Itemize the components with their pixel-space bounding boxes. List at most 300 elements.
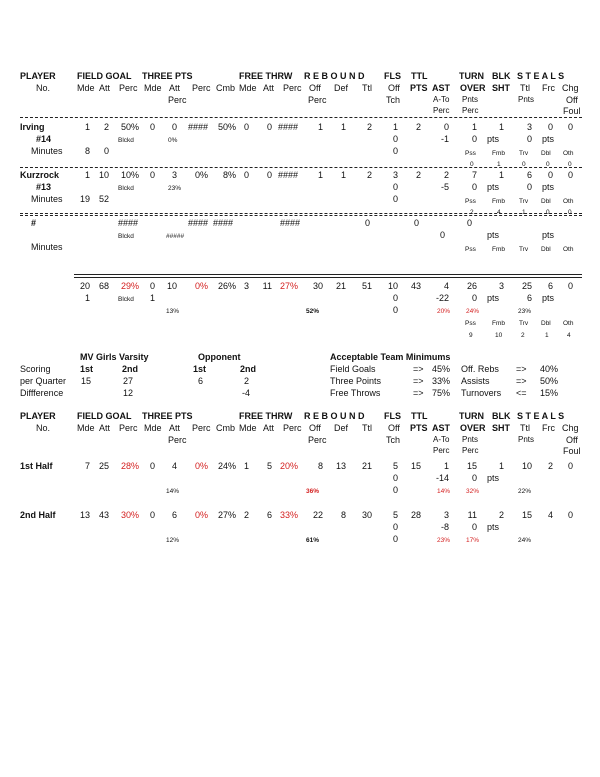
stat-cell: 10 [98, 170, 109, 180]
col-pnts: Pnts [518, 435, 535, 444]
player-number: # [31, 218, 37, 228]
col-att: Att [263, 423, 275, 433]
stat-cell: 27% [279, 281, 298, 291]
stat-cell: 30 [312, 281, 323, 291]
col-mde: Mde [144, 83, 162, 93]
stat-cell: 2 [103, 122, 109, 132]
stat-cell: Three Points [330, 376, 382, 386]
three-pts-header: THREE PTS [142, 411, 193, 421]
stat-cell: 28% [120, 461, 139, 471]
col-ttl: Ttl [520, 423, 530, 433]
stat-cell: 3 [392, 170, 398, 180]
stat-cell: 0 [392, 293, 398, 303]
col-mde: Mde [77, 423, 95, 433]
col-no: No. [36, 423, 51, 433]
player-name: Kurzrock [20, 170, 60, 180]
pq-value: 2 [244, 376, 250, 386]
stat-cell: Dbl [541, 320, 551, 327]
stat-cell: 0 [467, 218, 473, 228]
stat-cell: 3 [498, 281, 504, 291]
scoring-label: per Quarter [20, 376, 67, 386]
stat-cell: 36% [306, 488, 320, 495]
stat-cell: Blckd [118, 233, 134, 240]
stat-cell: 15 [410, 461, 421, 471]
stat-cell: 0 [149, 170, 155, 180]
stat-cell: 45% [432, 364, 451, 374]
stat-cell: 52% [306, 308, 320, 315]
stat-cell: 0 [567, 281, 573, 291]
stat-cell: 22% [518, 488, 532, 495]
stat-cell: 0 [471, 522, 477, 532]
stat-cell: 15 [466, 461, 477, 471]
stat-cell: 51 [361, 281, 372, 291]
col-foul: Foul [563, 106, 581, 116]
rebound-header: R E B O U N D [304, 71, 365, 81]
stat-cell: 5 [266, 461, 272, 471]
col-off: Off [388, 423, 400, 433]
stat-cell: 0 [471, 473, 477, 483]
stat-cell: 2 [443, 170, 449, 180]
col-mde: Mde [239, 423, 257, 433]
field-goal-header: FIELD GOAL [77, 71, 132, 81]
minimums-title: Acceptable Team Minimums [330, 352, 451, 362]
col-off: Off [309, 423, 321, 433]
col-tch: Tch [386, 435, 401, 445]
col-pnts: Pnts [462, 435, 479, 444]
col-perc: Perc [283, 83, 302, 93]
stat-cell: pts [487, 473, 500, 483]
stat-cell: => [516, 364, 527, 374]
blk-header: BLK [492, 71, 511, 81]
stat-cell: 2 [521, 332, 525, 339]
stat-cell: -5 [440, 182, 449, 192]
stat-cell: 40% [540, 364, 559, 374]
stat-cell: 4 [567, 332, 571, 339]
stat-cell: 0 [470, 161, 474, 168]
stat-cell: Dbl [541, 246, 551, 253]
col-perc: Perc [433, 446, 450, 455]
stat-cell: 27% [217, 510, 236, 520]
stat-cell: 0 [568, 209, 572, 216]
stat-cell: => [413, 364, 424, 374]
stat-cell: 9 [469, 332, 473, 339]
col-tch: Tch [386, 95, 401, 105]
stat-cell: #### [277, 170, 298, 180]
minutes-label: Minutes [31, 242, 63, 252]
col-over: OVER [460, 423, 486, 433]
stat-cell: 1 [149, 293, 155, 303]
stat-cell: 0 [243, 170, 249, 180]
stat-cell: 17% [466, 537, 480, 544]
stat-cell: 23% [437, 537, 451, 544]
col-att: Att [99, 83, 111, 93]
stat-cell: 0% [194, 510, 208, 520]
col-sht: SHT [492, 423, 510, 433]
stat-cell: 0 [547, 170, 553, 180]
diff-value: 12 [123, 388, 134, 398]
free-thrw-header: FREE THRW [239, 71, 293, 81]
stat-cell: 15 [521, 510, 532, 520]
col-a-to: A-To [433, 95, 450, 104]
stat-cell: 3 [243, 281, 249, 291]
col-perc: Perc [192, 423, 211, 433]
stat-cell: 43 [410, 281, 421, 291]
stat-cell: 13% [166, 308, 180, 315]
stat-cell: 28 [410, 510, 421, 520]
opponent-title: Opponent [198, 352, 241, 362]
stat-cell: 0 [546, 209, 550, 216]
col-frc: Frc [542, 423, 555, 433]
col-mde: Mde [144, 423, 162, 433]
stat-cell: 33% [279, 510, 298, 520]
stat-cell: 0 [440, 230, 446, 240]
stat-cell: 0 [546, 161, 550, 168]
stat-cell: Blckd [118, 296, 134, 303]
stat-cell: 0 [471, 293, 477, 303]
fls-header: FLS [384, 411, 401, 421]
stat-cell: 7 [471, 170, 477, 180]
stat-cell: Fmb [492, 150, 505, 157]
stat-cell: 4 [171, 461, 177, 471]
stat-cell: 0 [471, 182, 477, 192]
minutes-label: Minutes [31, 146, 63, 156]
stat-cell: pts [487, 293, 500, 303]
stat-cell: 8 [84, 146, 90, 156]
stat-cell: 6 [266, 510, 272, 520]
stat-cell: 0 [103, 146, 109, 156]
stat-cell: pts [542, 230, 555, 240]
field-goal-header: FIELD GOAL [77, 411, 132, 421]
stat-cell: 0 [392, 182, 398, 192]
q-header: 2nd [240, 364, 257, 374]
col-a-to: A-To [433, 435, 450, 444]
turn-header: TURN [459, 71, 484, 81]
col-att: Att [169, 423, 181, 433]
stat-cell: 2 [366, 170, 372, 180]
col-chg: Chg [562, 423, 579, 433]
stat-cell: 0 [568, 161, 572, 168]
stat-cell: <= [516, 388, 527, 398]
stat-cell: Pss [465, 150, 476, 157]
stat-cell: 0 [392, 485, 398, 495]
stat-cell: 0 [392, 305, 398, 315]
player-header: PLAYER [20, 71, 56, 81]
stat-cell: Oth [563, 150, 574, 157]
stat-cell: pts [487, 230, 500, 240]
stat-cell: 21 [361, 461, 372, 471]
stat-cell: 0% [194, 170, 208, 180]
stat-cell: Fmb [492, 246, 505, 253]
stat-cell: 26 [466, 281, 477, 291]
col-ttl: Ttl [362, 423, 372, 433]
stat-cell: 23% [518, 308, 532, 315]
stat-cell: pts [487, 134, 500, 144]
stat-cell: Trv [519, 198, 529, 205]
stat-cell: 8 [317, 461, 323, 471]
stat-cell: Field Goals [330, 364, 376, 374]
stat-cell: #### [187, 122, 208, 132]
col-pts: PTS [410, 83, 428, 93]
q-header: 1st [80, 364, 94, 374]
stat-cell: 6 [171, 510, 177, 520]
stat-cell: 6 [526, 293, 532, 303]
stat-cell: 1 [498, 461, 504, 471]
stat-cell: 33% [432, 376, 451, 386]
col-pnts: Pnts [518, 95, 535, 104]
half-label: 1st Half [20, 461, 53, 471]
stat-cell: 22 [312, 510, 323, 520]
col-mde: Mde [77, 83, 95, 93]
stat-cell: 10 [495, 332, 503, 339]
stat-cell: 0 [149, 461, 155, 471]
stat-cell: -1 [440, 134, 449, 144]
col-att: Att [99, 423, 111, 433]
pq-value: 27 [123, 376, 134, 386]
stat-cell: 0% [194, 461, 208, 471]
stat-cell: #### [277, 122, 298, 132]
stat-cell: 15% [540, 388, 559, 398]
stat-cell: 1 [243, 461, 249, 471]
stat-cell: 0% [168, 137, 178, 144]
stat-cell: Fmb [492, 198, 505, 205]
stat-cell: 5 [392, 510, 398, 520]
half-label: 2nd Half [20, 510, 56, 520]
stat-cell: 0 [266, 122, 272, 132]
three-pts-header: THREE PTS [142, 71, 193, 81]
stat-cell: 1 [340, 122, 346, 132]
col-ast: AST [432, 423, 450, 433]
turn-header: TURN [459, 411, 484, 421]
stat-cell: 1 [340, 170, 346, 180]
stat-cell: 21 [335, 281, 346, 291]
col-foul: Foul [563, 446, 581, 456]
stat-cell: 30% [120, 510, 139, 520]
stat-cell: 0 [243, 122, 249, 132]
stat-cell: 0 [567, 122, 573, 132]
stat-cell: 2 [498, 510, 504, 520]
stat-cell: 20% [437, 308, 451, 315]
col-ttl: Ttl [520, 83, 530, 93]
stat-cell: 8% [222, 170, 236, 180]
stat-cell: #### [118, 218, 139, 228]
col-att-perc: Perc [168, 95, 187, 105]
stat-cell: 25 [98, 461, 109, 471]
pq-value: 15 [81, 376, 92, 386]
col-cmb: Cmb [216, 423, 236, 433]
fls-header: FLS [384, 71, 401, 81]
stat-cell: 6 [526, 170, 532, 180]
stat-cell: 68 [98, 281, 109, 291]
divider [20, 167, 582, 168]
stat-cell: 0 [149, 281, 155, 291]
stat-cell: 10 [387, 281, 398, 291]
diff-value: -4 [242, 388, 251, 398]
stat-cell: 1 [84, 293, 90, 303]
stat-cell: 1 [471, 122, 477, 132]
totals-rule [74, 277, 582, 278]
stat-cell: 1 [498, 122, 504, 132]
stat-cell: -8 [440, 522, 449, 532]
stat-cell: 10% [120, 170, 139, 180]
stat-cell: 8 [340, 510, 346, 520]
stat-cell: 20% [279, 461, 298, 471]
col-perc: Perc [462, 446, 479, 455]
stat-cell: 0 [522, 161, 526, 168]
stat-cell: 0 [392, 146, 398, 156]
stat-cell: #### [280, 218, 301, 228]
stat-cell: 23% [168, 185, 182, 192]
stat-cell: ##### [166, 233, 185, 240]
col-off-perc: Perc [308, 435, 327, 445]
steals-header: S T E A L S [517, 411, 565, 421]
stat-cell: 24% [217, 461, 236, 471]
col-att: Att [263, 83, 275, 93]
stat-cell: 1 [84, 122, 90, 132]
stat-cell: 4 [547, 510, 553, 520]
stat-cell: 0 [392, 534, 398, 544]
stat-cell: pts [542, 182, 555, 192]
col-ttl: Ttl [362, 83, 372, 93]
stat-cell: 0 [392, 473, 398, 483]
stat-cell: 0 [443, 122, 449, 132]
stat-cell: 0 [392, 134, 398, 144]
stat-cell: 25 [521, 281, 532, 291]
stat-cell: #### [213, 218, 234, 228]
rebound-header: R E B O U N D [304, 411, 365, 421]
col-chg: Chg [562, 83, 579, 93]
stat-cell: 0 [392, 194, 398, 204]
stat-cell: 2 [470, 209, 474, 216]
q-header: 1st [193, 364, 207, 374]
stat-cell: 50% [540, 376, 559, 386]
stat-cell: 0 [414, 218, 420, 228]
stat-cell: -14 [435, 473, 449, 483]
stat-cell: Pss [465, 198, 476, 205]
stat-cell: Blckd [118, 185, 134, 192]
stat-cell: 10 [166, 281, 177, 291]
stat-cell: Blckd [118, 137, 134, 144]
steals-header: S T E A L S [517, 71, 565, 81]
player-header: PLAYER [20, 411, 56, 421]
col-sht: SHT [492, 83, 510, 93]
stat-cell: 24% [518, 537, 532, 544]
stat-cell: Pss [465, 246, 476, 253]
col-def: Def [334, 83, 349, 93]
stat-cell: 0 [567, 170, 573, 180]
stat-cell: 5 [392, 461, 398, 471]
stat-cell: 2 [415, 122, 421, 132]
stat-cell: Oth [563, 198, 574, 205]
stat-cell: Fmb [492, 320, 505, 327]
col-perc: Perc [433, 106, 450, 115]
stat-cell: 2 [243, 510, 249, 520]
stat-cell: Trv [519, 246, 529, 253]
stat-cell: pts [542, 134, 555, 144]
player-name: Irving [20, 122, 45, 132]
col-over: OVER [460, 83, 486, 93]
stat-cell: 1 [497, 161, 501, 168]
stat-cell: Dbl [541, 150, 551, 157]
stat-cell: Off. Rebs [461, 364, 499, 374]
team-title: MV Girls Varsity [80, 352, 149, 362]
stat-cell: 19 [79, 194, 90, 204]
divider [20, 213, 582, 214]
stat-cell: 0 [567, 510, 573, 520]
stat-cell: 24% [466, 308, 480, 315]
stat-cell: 52 [98, 194, 109, 204]
free-thrw-header: FREE THRW [239, 411, 293, 421]
stat-cell: Pss [465, 320, 476, 327]
stat-cell: 0 [526, 182, 532, 192]
stat-cell: 75% [432, 388, 451, 398]
stat-cell: 0 [171, 122, 177, 132]
stat-cell: 0 [567, 461, 573, 471]
col-mde: Mde [239, 83, 257, 93]
stat-cell: 1 [392, 122, 398, 132]
stat-cell: 11 [262, 281, 272, 291]
col-perc: Perc [462, 106, 479, 115]
col-off-perc: Perc [308, 95, 327, 105]
scoring-label: Scoring [20, 364, 51, 374]
stat-cell: Dbl [541, 198, 551, 205]
stat-cell: 20 [79, 281, 90, 291]
stat-cell: 11 [467, 510, 477, 520]
col-att: Att [169, 83, 181, 93]
pq-value: 6 [198, 376, 204, 386]
player-number: #14 [36, 134, 52, 144]
stat-cell: 50% [217, 122, 236, 132]
stat-cell: Oth [563, 320, 574, 327]
q-header: 2nd [122, 364, 139, 374]
stat-cell: 0 [471, 134, 477, 144]
stat-cell: 4 [443, 281, 449, 291]
divider [20, 117, 582, 118]
stat-cell: 3 [526, 122, 532, 132]
stat-cell: 50% [120, 122, 139, 132]
col-perc: Perc [192, 83, 211, 93]
stat-cell: 13 [335, 461, 346, 471]
stat-cell: 0 [149, 510, 155, 520]
stat-cell: 0 [149, 122, 155, 132]
stat-cell: 3 [171, 170, 177, 180]
stat-cell: Assists [461, 376, 490, 386]
stat-cell: Trv [519, 150, 529, 157]
stat-cell: 6 [547, 281, 553, 291]
stat-cell: 14% [437, 488, 451, 495]
stat-cell: 1 [498, 170, 504, 180]
stat-cell: 1 [317, 170, 323, 180]
stat-cell: 0 [547, 122, 553, 132]
stat-cell: Oth [563, 246, 574, 253]
stat-cell: 1 [545, 332, 549, 339]
stat-cell: 0 [365, 218, 371, 228]
blk-header: BLK [492, 411, 511, 421]
stat-cell: pts [542, 293, 555, 303]
stat-cell: #### [188, 218, 209, 228]
col-def: Def [334, 423, 349, 433]
stat-cell: 4 [497, 209, 501, 216]
col-frc: Frc [542, 83, 555, 93]
col-pnts: Pnts [462, 95, 479, 104]
stat-cell: 26% [217, 281, 236, 291]
stat-cell: pts [487, 182, 500, 192]
col-off: Off [388, 83, 400, 93]
ttl-header: TTL [411, 411, 428, 421]
col-off2: Off [566, 435, 578, 445]
col-perc: Perc [283, 423, 302, 433]
col-perc: Perc [119, 83, 138, 93]
col-off: Off [309, 83, 321, 93]
